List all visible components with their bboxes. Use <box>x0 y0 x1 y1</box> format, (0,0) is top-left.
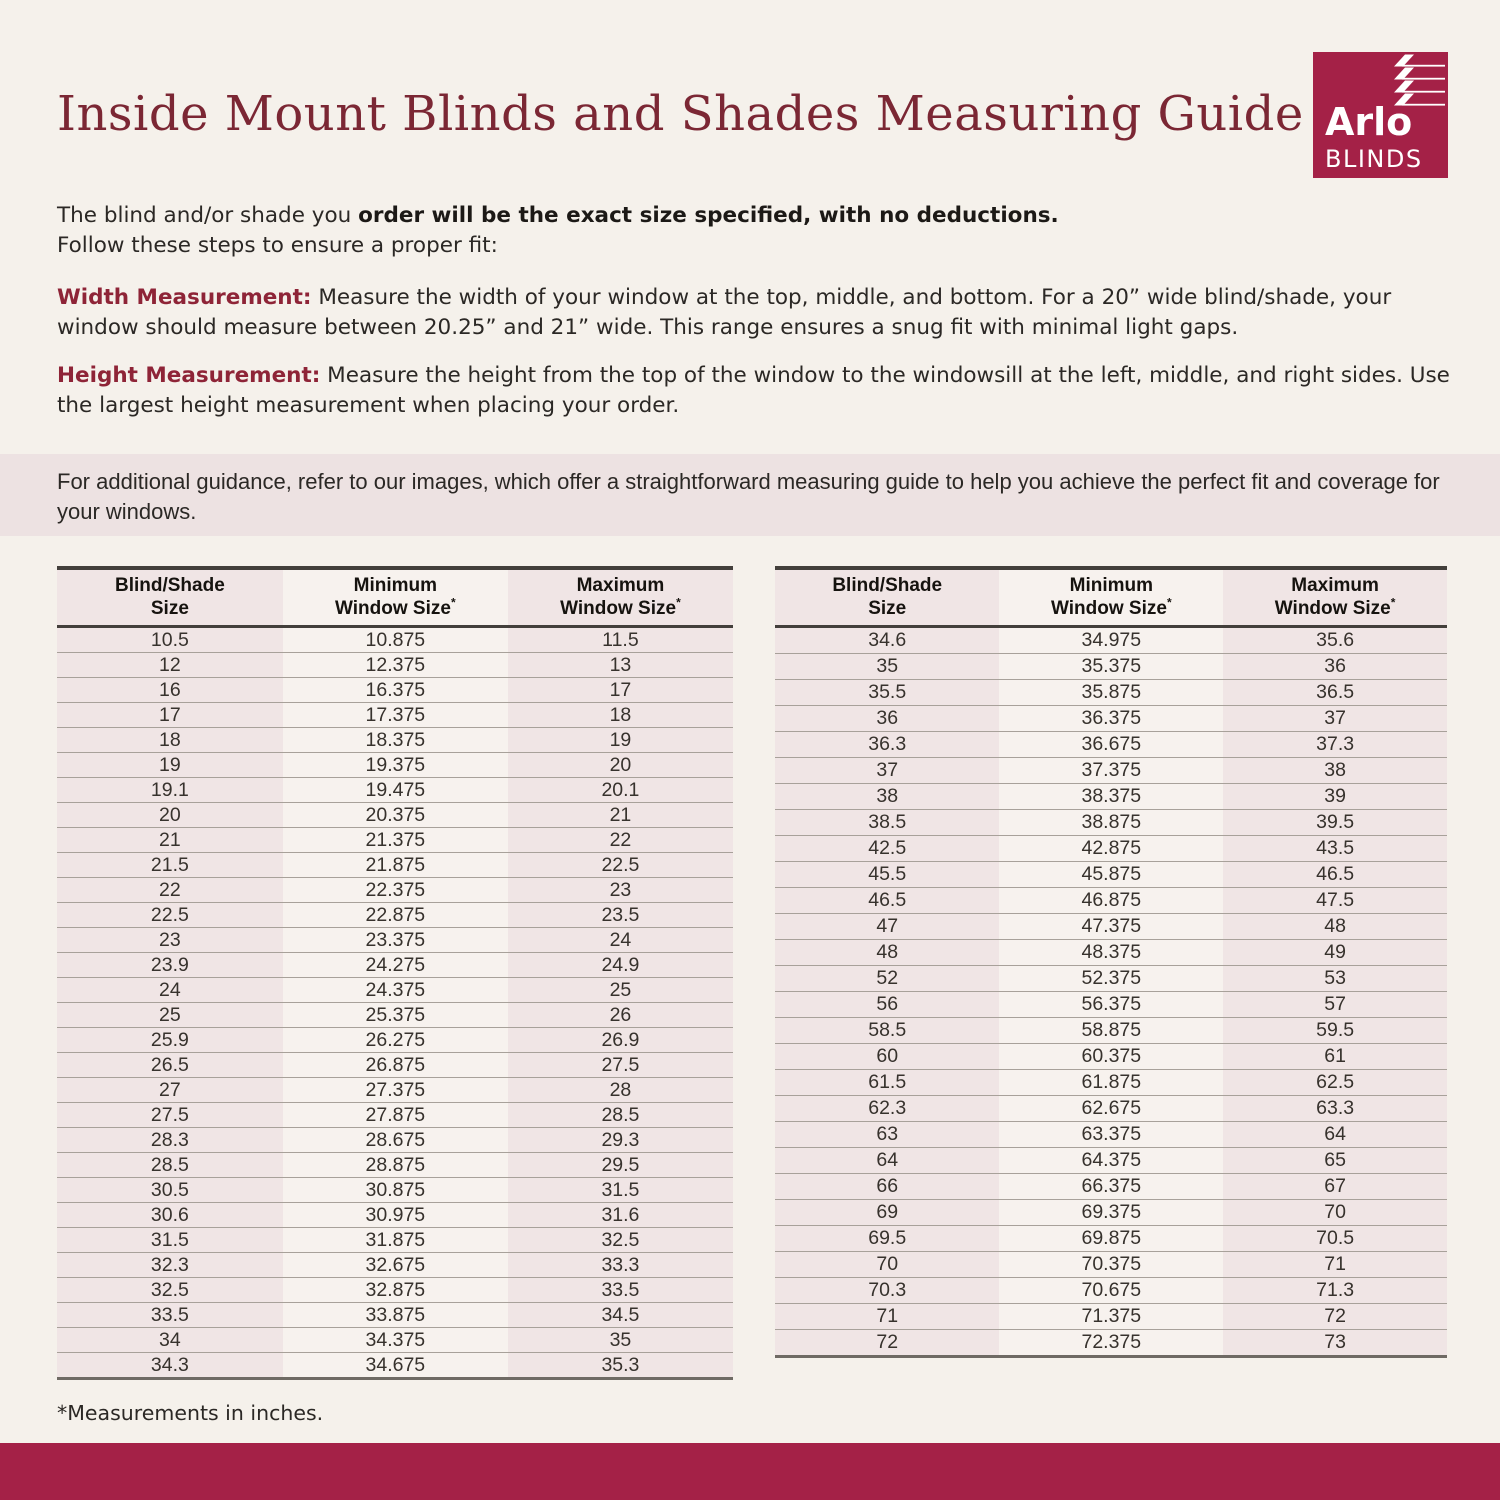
maximum-window-size-cell: 23 <box>508 878 733 903</box>
table-row <box>57 1328 733 1353</box>
maximum-window-size-cell: 38 <box>1223 758 1447 784</box>
minimum-window-size-cell: 47.375 <box>999 914 1223 940</box>
asterisk-superscript: * <box>1390 595 1396 610</box>
blind-shade-size-cell: 18 <box>57 728 283 753</box>
table-row <box>57 928 733 953</box>
minimum-window-size-cell: 16.375 <box>283 678 508 703</box>
maximum-window-size-cell: 25 <box>508 978 733 1003</box>
blind-shade-size-cell: 66 <box>775 1174 999 1200</box>
table-row <box>57 728 733 753</box>
table-row <box>57 678 733 703</box>
table-row <box>775 654 1447 680</box>
blind-shade-size-cell: 24 <box>57 978 283 1003</box>
minimum-window-size-cell: 42.875 <box>999 836 1223 862</box>
maximum-window-size-cell: 61 <box>1223 1044 1447 1070</box>
blind-shade-size-cell: 48 <box>775 940 999 966</box>
minimum-window-size-cell: 21.875 <box>283 853 508 878</box>
table-row <box>775 1330 1447 1357</box>
table-row <box>57 953 733 978</box>
maximum-window-size-cell: 37.3 <box>1223 732 1447 758</box>
blind-shade-size-cell: 46.5 <box>775 888 999 914</box>
minimum-window-size-cell: 28.675 <box>283 1128 508 1153</box>
maximum-window-size-cell: 36 <box>1223 654 1447 680</box>
maximum-window-size-cell: 43.5 <box>1223 836 1447 862</box>
blind-shade-size-cell: 23 <box>57 928 283 953</box>
table-row <box>57 1003 733 1028</box>
blind-shade-size-cell: 20 <box>57 803 283 828</box>
blind-shade-size-cell: 21.5 <box>57 853 283 878</box>
minimum-window-size-cell: 69.375 <box>999 1200 1223 1226</box>
table-row <box>775 966 1447 992</box>
minimum-window-size-cell: 32.675 <box>283 1253 508 1278</box>
table-row <box>57 653 733 678</box>
blind-shade-size-cell: 64 <box>775 1148 999 1174</box>
table-header-row <box>57 568 733 627</box>
maximum-window-size-cell: 22 <box>508 828 733 853</box>
blind-shade-size-cell: 71 <box>775 1304 999 1330</box>
blind-shade-size-cell: 36 <box>775 706 999 732</box>
blind-shade-size-cell: 61.5 <box>775 1070 999 1096</box>
size-table-left <box>57 566 733 1380</box>
blind-shade-size-cell: 52 <box>775 966 999 992</box>
table-row <box>775 680 1447 706</box>
maximum-window-size-cell: 19 <box>508 728 733 753</box>
maximum-window-size-cell: 35 <box>508 1328 733 1353</box>
minimum-window-size-cell: 34.975 <box>999 627 1223 654</box>
blind-shade-size-cell: 25.9 <box>57 1028 283 1053</box>
maximum-window-size-cell: 48 <box>1223 914 1447 940</box>
blind-shade-size-cell: 19 <box>57 753 283 778</box>
table-header-row <box>775 568 1447 627</box>
table-row <box>57 778 733 803</box>
blind-shade-size-cell: 28.5 <box>57 1153 283 1178</box>
table-row <box>57 978 733 1003</box>
minimum-window-size-cell: 62.675 <box>999 1096 1223 1122</box>
table-row <box>775 732 1447 758</box>
table-row <box>57 627 733 653</box>
table-row <box>775 1252 1447 1278</box>
table-row <box>775 1122 1447 1148</box>
blind-shade-size-cell: 28.3 <box>57 1128 283 1153</box>
minimum-window-size-cell: 66.375 <box>999 1174 1223 1200</box>
table-row <box>775 810 1447 836</box>
minimum-window-size-cell: 24.375 <box>283 978 508 1003</box>
minimum-window-size-cell: 19.475 <box>283 778 508 803</box>
maximum-window-size-cell: 27.5 <box>508 1053 733 1078</box>
table-row <box>775 1278 1447 1304</box>
minimum-window-size-cell: 52.375 <box>999 966 1223 992</box>
minimum-window-size-cell: 38.875 <box>999 810 1223 836</box>
minimum-window-size-cell: 35.875 <box>999 680 1223 706</box>
blind-shade-size-cell: 69 <box>775 1200 999 1226</box>
maximum-window-size-cell: 67 <box>1223 1174 1447 1200</box>
blind-shade-size-cell: 33.5 <box>57 1303 283 1328</box>
blind-shade-size-cell: 10.5 <box>57 627 283 653</box>
blind-shade-size-cell: 22 <box>57 878 283 903</box>
maximum-window-size-cell: 28 <box>508 1078 733 1103</box>
table-row <box>57 1253 733 1278</box>
maximum-window-size-cell: 72 <box>1223 1304 1447 1330</box>
minimum-window-size-cell: 45.875 <box>999 862 1223 888</box>
blind-shade-size-cell: 70.3 <box>775 1278 999 1304</box>
table-row <box>775 1174 1447 1200</box>
minimum-window-size-cell: 36.675 <box>999 732 1223 758</box>
minimum-window-size-cell: 27.875 <box>283 1103 508 1128</box>
maximum-window-size-cell: 71 <box>1223 1252 1447 1278</box>
table-row <box>775 914 1447 940</box>
blind-shade-size-cell: 70 <box>775 1252 999 1278</box>
minimum-window-size-cell: 20.375 <box>283 803 508 828</box>
minimum-window-size-cell: 69.875 <box>999 1226 1223 1252</box>
table-row <box>775 1096 1447 1122</box>
maximum-window-size-cell: 70.5 <box>1223 1226 1447 1252</box>
maximum-window-size-cell: 28.5 <box>508 1103 733 1128</box>
measurements-footnote: *Measurements in inches. <box>57 1401 324 1425</box>
blind-shade-size-cell: 34.3 <box>57 1353 283 1379</box>
table-row <box>775 862 1447 888</box>
table-row <box>775 940 1447 966</box>
minimum-window-size-cell: 35.375 <box>999 654 1223 680</box>
table-row <box>775 836 1447 862</box>
minimum-window-size-cell: 24.275 <box>283 953 508 978</box>
intro-text-normal: The blind and/or shade you <box>57 203 359 228</box>
blind-shade-size-cell: 34.6 <box>775 627 999 654</box>
guidance-band <box>0 454 1500 536</box>
blind-shade-size-cell: 21 <box>57 828 283 853</box>
width-measurement-text: Measure the width of your window at the top, middle, and bottom. For a 20” wide blind/shade, your window should measure between 20.25” and 21” wide. This range ensures a snug fit with minimal light gaps. <box>57 285 1392 340</box>
blind-shade-size-cell: 23.9 <box>57 953 283 978</box>
header-blind-shade-size: Blind/Shade Size <box>57 568 283 627</box>
maximum-window-size-cell: 49 <box>1223 940 1447 966</box>
maximum-window-size-cell: 26.9 <box>508 1028 733 1053</box>
minimum-window-size-cell: 21.375 <box>283 828 508 853</box>
maximum-window-size-cell: 21 <box>508 803 733 828</box>
blind-shade-size-cell: 22.5 <box>57 903 283 928</box>
minimum-window-size-cell: 25.375 <box>283 1003 508 1028</box>
intro-paragraph <box>57 201 1469 261</box>
minimum-window-size-cell: 38.375 <box>999 784 1223 810</box>
minimum-window-size-cell: 58.875 <box>999 1018 1223 1044</box>
minimum-window-size-cell: 48.375 <box>999 940 1223 966</box>
minimum-window-size-cell: 60.375 <box>999 1044 1223 1070</box>
table-row <box>775 1044 1447 1070</box>
minimum-window-size-cell: 71.375 <box>999 1304 1223 1330</box>
table-row <box>775 1226 1447 1252</box>
logo-wordmark: Arlo <box>1325 100 1413 144</box>
blind-shade-size-cell: 17 <box>57 703 283 728</box>
maximum-window-size-cell: 24.9 <box>508 953 733 978</box>
minimum-window-size-cell: 63.375 <box>999 1122 1223 1148</box>
maximum-window-size-cell: 36.5 <box>1223 680 1447 706</box>
table-row <box>57 1353 733 1379</box>
table-row <box>57 1228 733 1253</box>
blind-shade-size-cell: 30.6 <box>57 1203 283 1228</box>
table-row <box>57 703 733 728</box>
minimum-window-size-cell: 37.375 <box>999 758 1223 784</box>
blind-shade-size-cell: 16 <box>57 678 283 703</box>
table-row <box>57 878 733 903</box>
logo-subtext: BLINDS <box>1325 145 1423 173</box>
maximum-window-size-cell: 33.3 <box>508 1253 733 1278</box>
maximum-window-size-cell: 13 <box>508 653 733 678</box>
maximum-window-size-cell: 33.5 <box>508 1278 733 1303</box>
intro-text-line2: Follow these steps to ensure a proper fit: <box>57 233 498 258</box>
minimum-window-size-cell: 70.375 <box>999 1252 1223 1278</box>
table-row <box>775 1070 1447 1096</box>
minimum-window-size-cell: 27.375 <box>283 1078 508 1103</box>
minimum-window-size-cell: 31.875 <box>283 1228 508 1253</box>
minimum-window-size-cell: 12.375 <box>283 653 508 678</box>
header-minimum-window-size: Minimum Window Size* <box>283 568 508 627</box>
size-table-right <box>775 566 1447 1358</box>
blind-shade-size-cell: 27 <box>57 1078 283 1103</box>
maximum-window-size-cell: 35.3 <box>508 1353 733 1379</box>
height-measurement-paragraph <box>57 361 1472 421</box>
minimum-window-size-cell: 22.875 <box>283 903 508 928</box>
minimum-window-size-cell: 56.375 <box>999 992 1223 1018</box>
table-row <box>775 784 1447 810</box>
table-row <box>57 1278 733 1303</box>
minimum-window-size-cell: 30.875 <box>283 1178 508 1203</box>
page-title: Inside Mount Blinds and Shades Measuring Guide <box>57 86 1304 142</box>
maximum-window-size-cell: 62.5 <box>1223 1070 1447 1096</box>
maximum-window-size-cell: 18 <box>508 703 733 728</box>
blind-shade-size-cell: 12 <box>57 653 283 678</box>
blind-shade-size-cell: 38 <box>775 784 999 810</box>
maximum-window-size-cell: 23.5 <box>508 903 733 928</box>
header-maximum-window-size: Maximum Window Size* <box>508 568 733 627</box>
arlo-blinds-logo <box>1313 52 1448 178</box>
blind-shade-size-cell: 62.3 <box>775 1096 999 1122</box>
maximum-window-size-cell: 20.1 <box>508 778 733 803</box>
blind-shade-size-cell: 26.5 <box>57 1053 283 1078</box>
minimum-window-size-cell: 34.675 <box>283 1353 508 1379</box>
width-measurement-label: Width Measurement: <box>57 285 312 310</box>
table-row <box>775 1304 1447 1330</box>
maximum-window-size-cell: 71.3 <box>1223 1278 1447 1304</box>
table-row <box>57 1153 733 1178</box>
minimum-window-size-cell: 64.375 <box>999 1148 1223 1174</box>
maximum-window-size-cell: 57 <box>1223 992 1447 1018</box>
blind-shade-size-cell: 72 <box>775 1330 999 1357</box>
minimum-window-size-cell: 36.375 <box>999 706 1223 732</box>
maximum-window-size-cell: 59.5 <box>1223 1018 1447 1044</box>
intro-text-bold: order will be the exact size specified, with no deductions. <box>358 203 1059 228</box>
minimum-window-size-cell: 30.975 <box>283 1203 508 1228</box>
table-row <box>57 1203 733 1228</box>
maximum-window-size-cell: 22.5 <box>508 853 733 878</box>
table-row <box>775 1148 1447 1174</box>
table-row <box>57 803 733 828</box>
maximum-window-size-cell: 34.5 <box>508 1303 733 1328</box>
maximum-window-size-cell: 29.3 <box>508 1128 733 1153</box>
blind-shade-size-cell: 30.5 <box>57 1178 283 1203</box>
maximum-window-size-cell: 11.5 <box>508 627 733 653</box>
header-minimum-window-size: Minimum Window Size* <box>999 568 1223 627</box>
blind-shade-size-cell: 69.5 <box>775 1226 999 1252</box>
maximum-window-size-cell: 17 <box>508 678 733 703</box>
maximum-window-size-cell: 20 <box>508 753 733 778</box>
blind-shade-size-cell: 35.5 <box>775 680 999 706</box>
blind-shade-size-cell: 35 <box>775 654 999 680</box>
minimum-window-size-cell: 46.875 <box>999 888 1223 914</box>
table-row <box>57 1303 733 1328</box>
table-row <box>775 888 1447 914</box>
asterisk-superscript: * <box>676 595 681 610</box>
maximum-window-size-cell: 31.6 <box>508 1203 733 1228</box>
minimum-window-size-cell: 19.375 <box>283 753 508 778</box>
height-measurement-text: Measure the height from the top of the window to the windowsill at the left, middle, and right sides. Use the largest height measurement when placing your order. <box>57 363 1450 418</box>
table-row <box>57 1053 733 1078</box>
maximum-window-size-cell: 31.5 <box>508 1178 733 1203</box>
maximum-window-size-cell: 35.6 <box>1223 627 1447 654</box>
minimum-window-size-cell: 26.275 <box>283 1028 508 1053</box>
maximum-window-size-cell: 39 <box>1223 784 1447 810</box>
blind-shade-size-cell: 19.1 <box>57 778 283 803</box>
minimum-window-size-cell: 18.375 <box>283 728 508 753</box>
blind-shade-size-cell: 45.5 <box>775 862 999 888</box>
minimum-window-size-cell: 61.875 <box>999 1070 1223 1096</box>
maximum-window-size-cell: 39.5 <box>1223 810 1447 836</box>
header-blind-shade-size: Blind/Shade Size <box>775 568 999 627</box>
maximum-window-size-cell: 47.5 <box>1223 888 1447 914</box>
blind-shade-size-cell: 36.3 <box>775 732 999 758</box>
maximum-window-size-cell: 46.5 <box>1223 862 1447 888</box>
blind-shade-size-cell: 42.5 <box>775 836 999 862</box>
maximum-window-size-cell: 26 <box>508 1003 733 1028</box>
height-measurement-label: Height Measurement: <box>57 363 321 388</box>
maximum-window-size-cell: 70 <box>1223 1200 1447 1226</box>
blind-shade-size-cell: 27.5 <box>57 1103 283 1128</box>
blind-shade-size-cell: 56 <box>775 992 999 1018</box>
minimum-window-size-cell: 70.675 <box>999 1278 1223 1304</box>
table-row <box>775 758 1447 784</box>
minimum-window-size-cell: 34.375 <box>283 1328 508 1353</box>
maximum-window-size-cell: 73 <box>1223 1330 1447 1357</box>
table-row <box>57 903 733 928</box>
table-row <box>57 753 733 778</box>
blind-shade-size-cell: 25 <box>57 1003 283 1028</box>
table-row <box>57 1028 733 1053</box>
minimum-window-size-cell: 33.875 <box>283 1303 508 1328</box>
table-row <box>57 1103 733 1128</box>
table-row <box>57 1178 733 1203</box>
maximum-window-size-cell: 32.5 <box>508 1228 733 1253</box>
blind-shade-size-cell: 38.5 <box>775 810 999 836</box>
blind-shade-size-cell: 60 <box>775 1044 999 1070</box>
maximum-window-size-cell: 53 <box>1223 966 1447 992</box>
maximum-window-size-cell: 63.3 <box>1223 1096 1447 1122</box>
table-row <box>775 1200 1447 1226</box>
width-measurement-paragraph <box>57 283 1472 343</box>
table-row <box>775 706 1447 732</box>
table-row <box>775 627 1447 654</box>
guidance-band-text: For additional guidance, refer to our images, which offer a straightforward measuring guide to help you achieve the perfect fit and coverage for your windows. <box>57 469 1440 524</box>
blind-shade-size-cell: 58.5 <box>775 1018 999 1044</box>
minimum-window-size-cell: 22.375 <box>283 878 508 903</box>
table-row <box>775 992 1447 1018</box>
table-row <box>775 1018 1447 1044</box>
table-row <box>57 853 733 878</box>
minimum-window-size-cell: 10.875 <box>283 627 508 653</box>
blind-shade-size-cell: 47 <box>775 914 999 940</box>
maximum-window-size-cell: 37 <box>1223 706 1447 732</box>
blind-shade-size-cell: 31.5 <box>57 1228 283 1253</box>
blind-shade-size-cell: 37 <box>775 758 999 784</box>
bottom-accent-bar <box>0 1443 1500 1500</box>
minimum-window-size-cell: 32.875 <box>283 1278 508 1303</box>
minimum-window-size-cell: 28.875 <box>283 1153 508 1178</box>
maximum-window-size-cell: 29.5 <box>508 1153 733 1178</box>
maximum-window-size-cell: 24 <box>508 928 733 953</box>
header-maximum-window-size: Maximum Window Size* <box>1223 568 1447 627</box>
asterisk-superscript: * <box>1166 595 1172 610</box>
minimum-window-size-cell: 26.875 <box>283 1053 508 1078</box>
table-row <box>57 1078 733 1103</box>
maximum-window-size-cell: 64 <box>1223 1122 1447 1148</box>
blind-shade-size-cell: 34 <box>57 1328 283 1353</box>
table-row <box>57 1128 733 1153</box>
maximum-window-size-cell: 65 <box>1223 1148 1447 1174</box>
minimum-window-size-cell: 72.375 <box>999 1330 1223 1357</box>
table-row <box>57 828 733 853</box>
blind-shade-size-cell: 32.3 <box>57 1253 283 1278</box>
blind-shade-size-cell: 63 <box>775 1122 999 1148</box>
blind-shade-size-cell: 32.5 <box>57 1278 283 1303</box>
asterisk-superscript: * <box>450 595 456 610</box>
minimum-window-size-cell: 17.375 <box>283 703 508 728</box>
minimum-window-size-cell: 23.375 <box>283 928 508 953</box>
